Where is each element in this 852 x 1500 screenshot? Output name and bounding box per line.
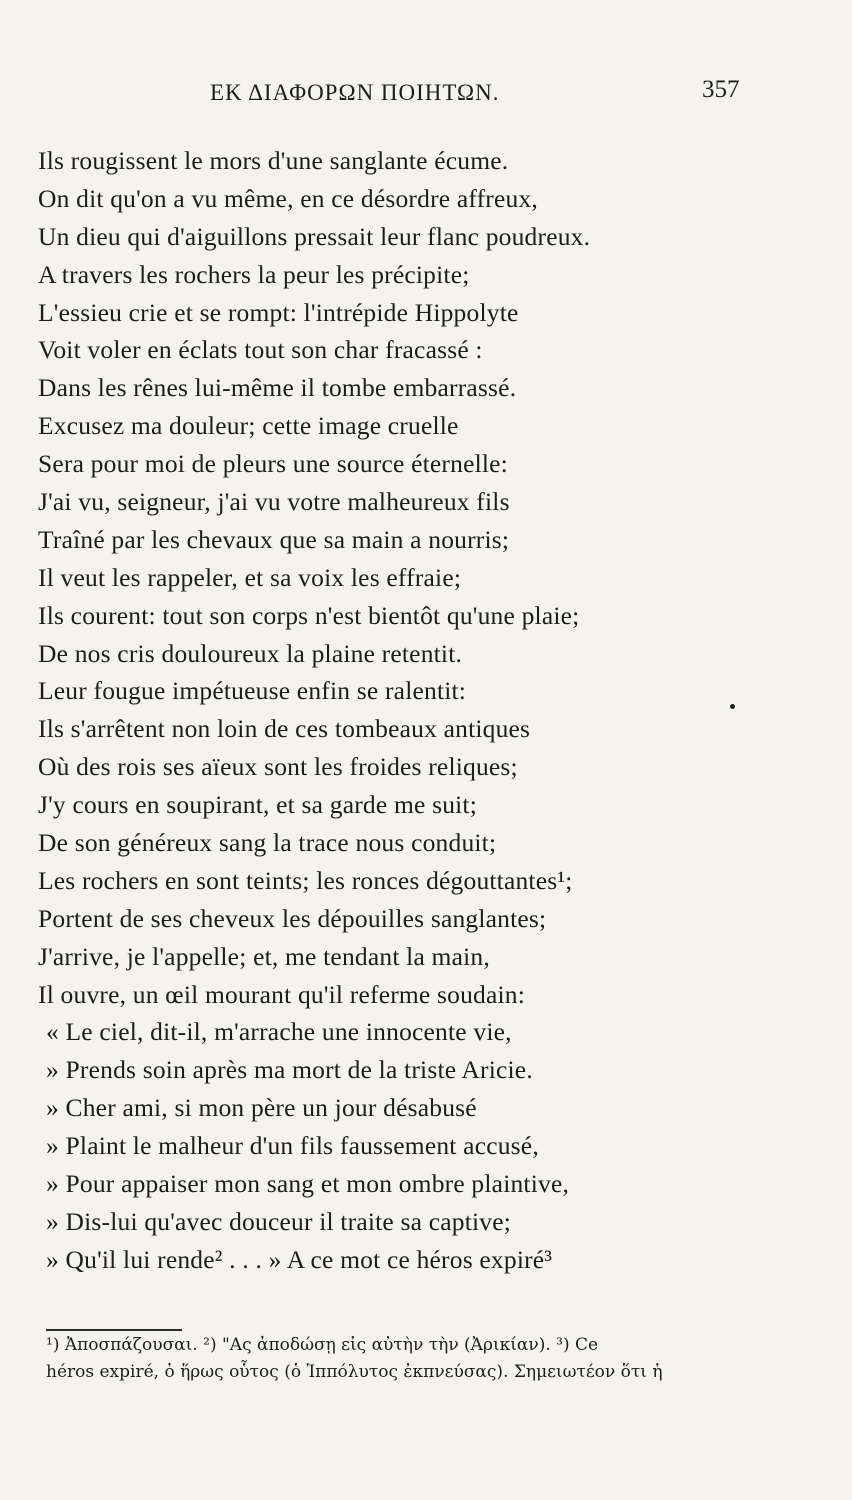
- verse-line: Portent de ses cheveux les dépouilles sanglantes;: [38, 903, 547, 933]
- verse-line: » Cher ami, si mon père un jour désabusé: [46, 1093, 477, 1123]
- verse-line: Excusez ma douleur; cette image cruelle: [38, 411, 459, 441]
- verse-line: « Le ciel, dit-il, m'arrache une innocente vie,: [46, 1017, 512, 1047]
- verse-line: On dit qu'on a vu même, en ce désordre affreux,: [38, 183, 538, 213]
- verse-line: De nos cris douloureux la plaine retentit.: [38, 638, 463, 668]
- verse-line: Un dieu qui d'aiguillons pressait leur flanc poudreux.: [38, 221, 591, 251]
- verse-line: » Dis-lui qu'avec douceur il traite sa captive;: [46, 1206, 512, 1236]
- footnote-rule: [46, 1329, 182, 1331]
- verse-line: Il veut les rappeler, et sa voix les effraie;: [38, 562, 462, 592]
- verse-line: J'arrive, je l'appelle; et, me tendant la main,: [38, 941, 490, 971]
- verse-line: Ils s'arrêtent non loin de ces tombeaux antiques: [38, 714, 531, 744]
- page-number: 357: [702, 76, 740, 103]
- running-head: ΕΚ ΔΙΑΦΟΡΩΝ ΠΟΙΗΤΩΝ.: [210, 80, 500, 105]
- verse-line: » Plaint le malheur d'un fils faussement accusé,: [46, 1131, 539, 1161]
- verse-line: J'y cours en soupirant, et sa garde me suit;: [38, 790, 478, 820]
- verse-line: » Pour appaiser mon sang et mon ombre plaintive,: [46, 1169, 570, 1199]
- verse-line: J'ai vu, seigneur, j'ai vu votre malheureux fils: [38, 487, 510, 517]
- verse-line: Ils courent: tout son corps n'est bientôt qu'une plaie;: [38, 600, 580, 630]
- verse-line: Ils rougissent le mors d'une sanglante écume.: [38, 146, 509, 175]
- footnote-line: héros expiré, ὁ ἥρως οὗτος (ὁ Ἱππόλυτος ἐκπνεύσας). Σημειωτέον ὅτι ἡ: [46, 1362, 663, 1382]
- footnote-line: ¹) Ἀποσπάζουσαι. ²) "Ας ἀποδώσῃ εἰς αὐτὴν τὴν (Ἀρικίαν). ³) Ce: [46, 1335, 599, 1355]
- verse-line: Leur fougue impétueuse enfin se ralentit:: [38, 676, 467, 706]
- verse-line: Dans les rênes lui-même il tombe embarrassé.: [38, 373, 517, 403]
- verse-line: De son généreux sang la trace nous conduit;: [38, 828, 497, 858]
- verse-line: L'essieu crie et se rompt: l'intrépide Hippolyte: [38, 297, 519, 327]
- verse-line: Où des rois ses aïeux sont les froides reliques;: [38, 752, 518, 782]
- verse-block: [38, 142, 778, 1279]
- verse-line: A travers les rochers la peur les précipite;: [38, 259, 470, 289]
- verse-line: » Prends soin après ma mort de la triste Aricie.: [46, 1055, 533, 1085]
- verse-line: » Qu'il lui rende² . . . » A ce mot ce héros expiré³: [46, 1244, 553, 1274]
- print-mark: [730, 704, 735, 709]
- verse-line: Voit voler en éclats tout son char fracassé :: [38, 335, 483, 365]
- verse-line: Sera pour moi de pleurs une source éternelle:: [38, 449, 508, 479]
- verse-line: Il ouvre, un œil mourant qu'il referme soudain:: [38, 979, 526, 1009]
- footnotes: [46, 1332, 776, 1386]
- verse-line: Traîné par les chevaux que sa main a nourris;: [38, 524, 510, 554]
- verse-line: Les rochers en sont teints; les ronces dégouttantes¹;: [38, 865, 573, 895]
